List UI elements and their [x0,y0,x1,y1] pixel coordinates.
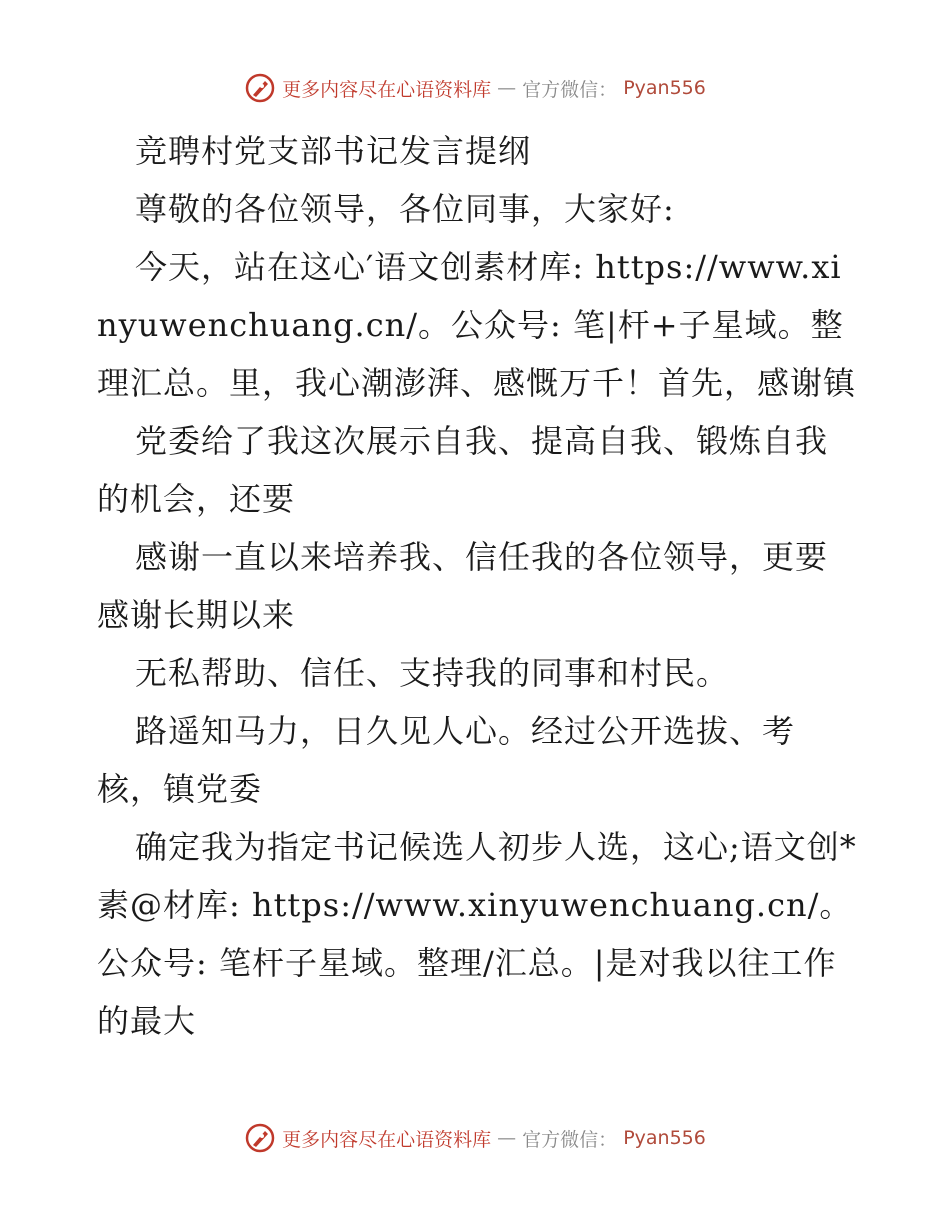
footer-banner [0,1122,950,1154]
banner-text: 更多内容尽在心语资料库 [282,78,492,101]
pen-logo-icon [244,1122,276,1154]
pen-logo-icon [244,72,276,104]
banner-text: 更多内容尽在心语资料库 [282,1128,492,1151]
banner-wechat-label: 官方微信： [522,78,618,101]
paragraph: 路遥知马力，日久见人心。经过公开选拔、考核，镇党委 [97,712,796,808]
paragraph: 尊敬的各位领导，各位同事，大家好: [135,190,675,228]
paragraph: 确定我为指定书记候选人初步人选，这心;语文创*素@材库: https://www.xinyuwenchuang.cn/。公众号: 笔杆子星域。整理/汇总。|是对我以往工作的最大 [97,828,857,1040]
paragraph: 今天，站在这心′语文创素材库: https://www.xinyuwenchuang.cn/。公众号: 笔|杆+子星域。整理汇总。里，我心潮澎湃、感慨万千！首先，感谢镇 [97,248,857,402]
banner-separator: — [497,77,517,99]
document-body [97,122,857,1050]
banner-wechat-id: Pyan556 [623,1127,706,1149]
paragraph: 感谢一直以来培养我、信任我的各位领导，更要感谢长期以来 [97,538,829,634]
banner-wechat-label: 官方微信： [522,1128,618,1151]
paragraph: 无私帮助、信任、支持我的同事和村民。 [135,654,730,692]
banner-separator: — [497,1127,517,1149]
document-title: 竞聘村党支部书记发言提纲 [135,132,532,170]
paragraph: 党委给了我这次展示自我、提高自我、锻炼自我的机会，还要 [97,422,829,518]
header-banner [0,72,950,104]
banner-wechat-id: Pyan556 [623,77,706,99]
